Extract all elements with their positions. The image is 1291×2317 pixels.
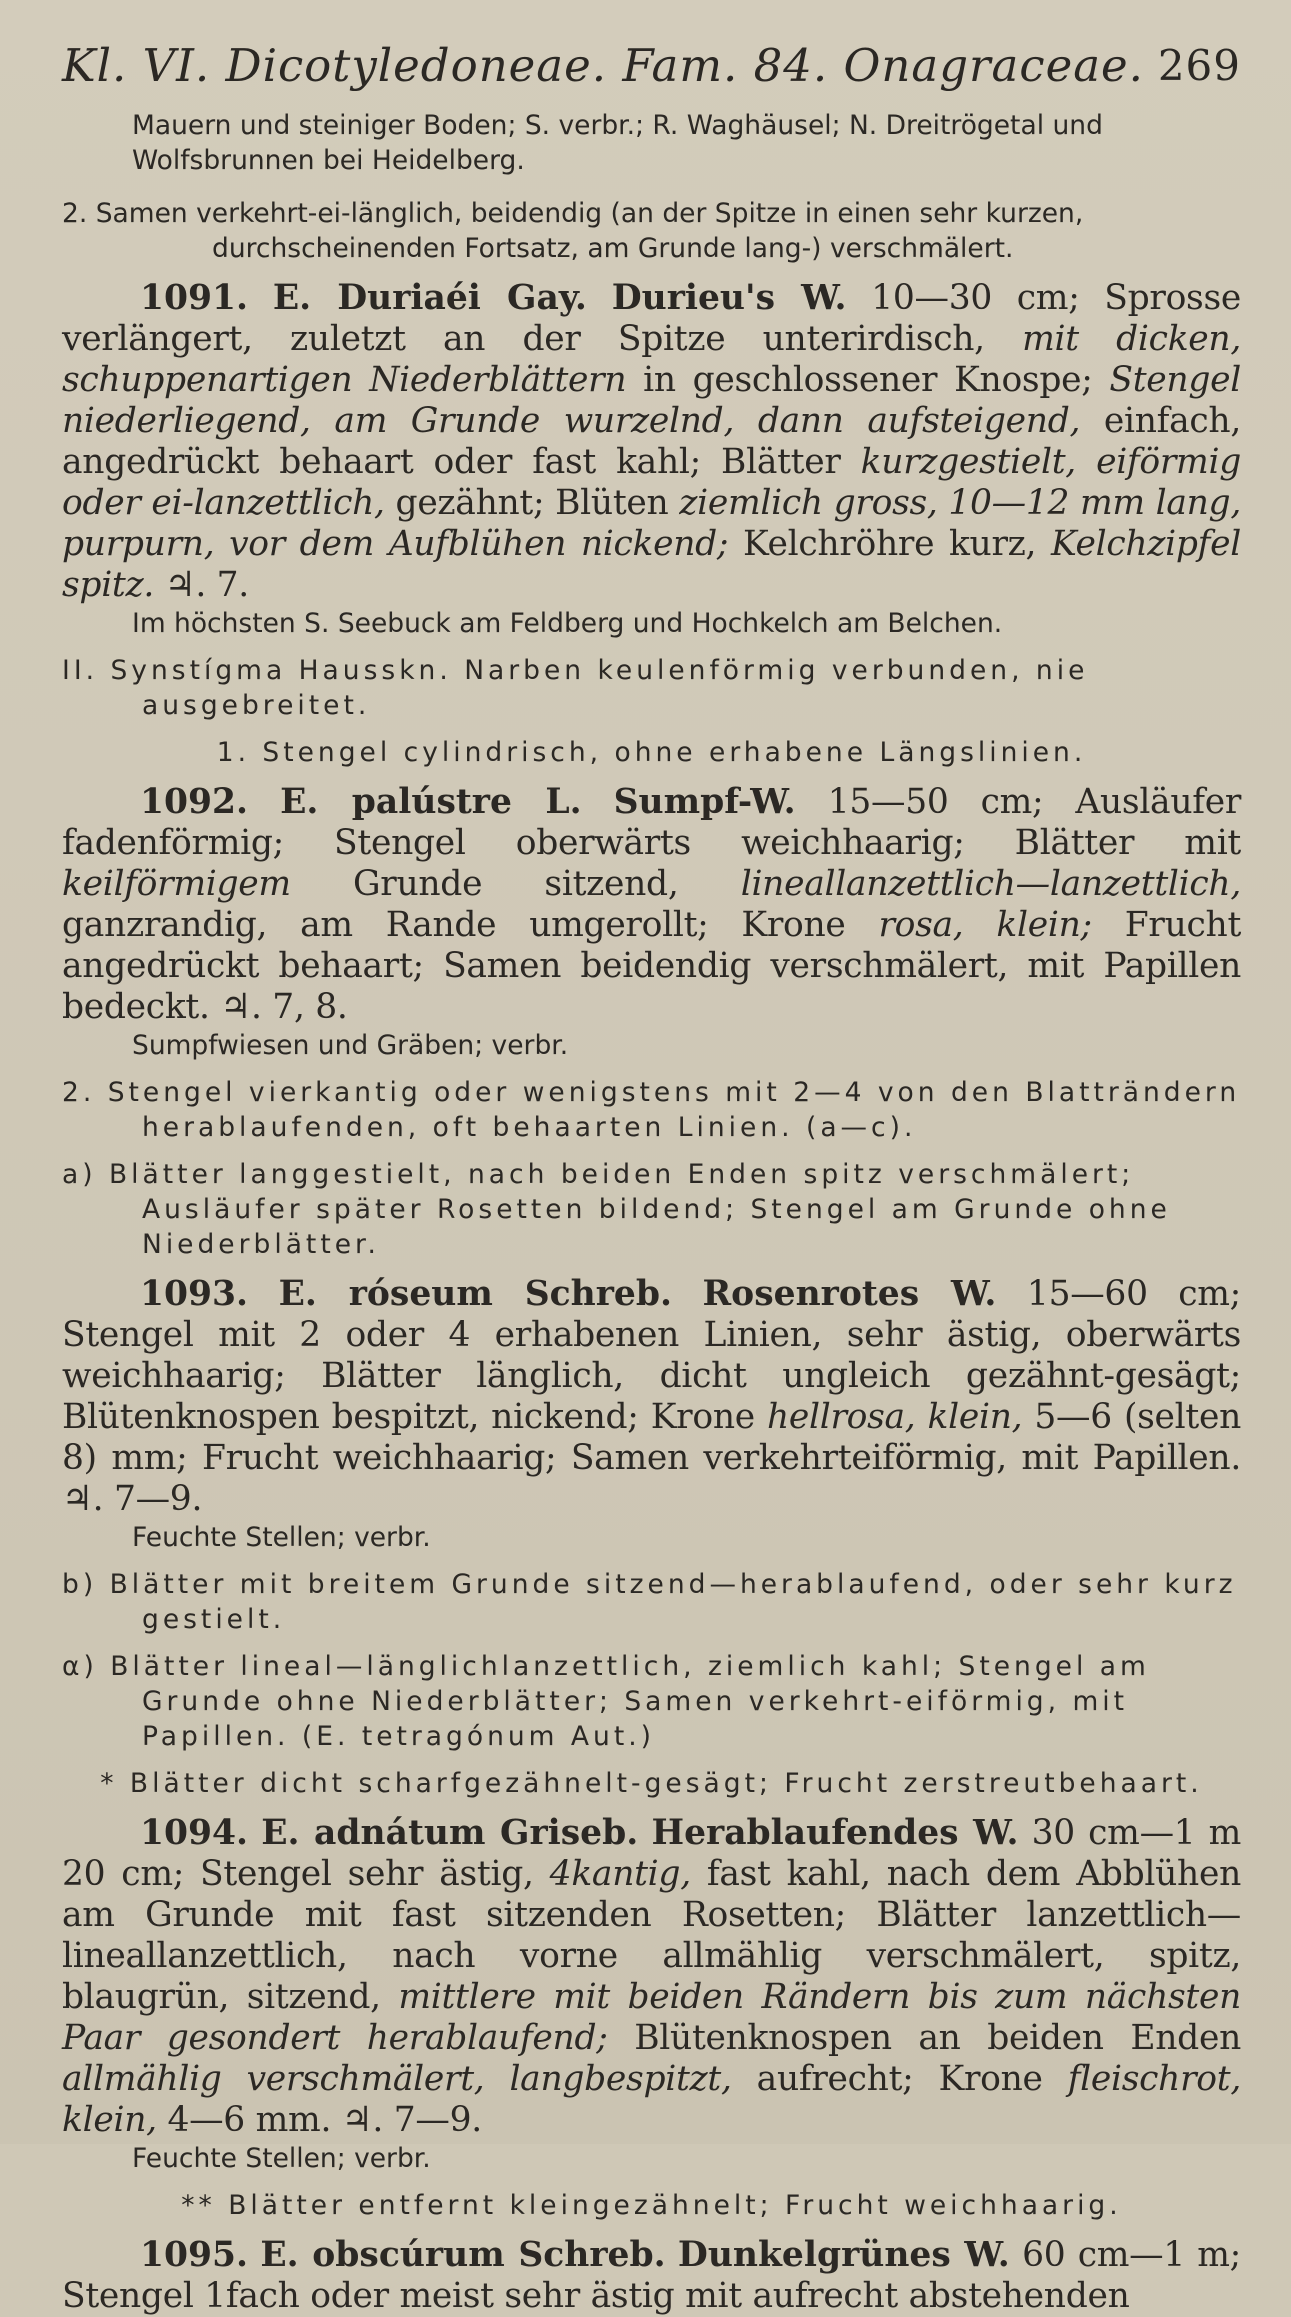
italic-text: fleischrot, klein, xyxy=(62,2059,1241,2140)
description-text: Kelchröhre kurz, xyxy=(728,524,1051,564)
habitat-note xyxy=(62,1028,1241,1063)
species-number: 1093. xyxy=(140,1274,249,1314)
italic-text: kurzgestielt, eiförmig oder ei-lanzettlich, xyxy=(62,442,1241,523)
key-line xyxy=(62,1567,1241,1637)
habitat-note xyxy=(62,606,1241,641)
species-name: E. obscúrum Schreb. xyxy=(260,2235,666,2275)
italic-text: hellrosa, klein, xyxy=(766,1397,1023,1437)
key-line xyxy=(62,653,1241,723)
key-text: 1. Stengel cylindrisch, ohne erhabene Längslinien. xyxy=(216,737,1087,768)
description-text: 15—60 cm; Stengel mit 2 oder 4 erhabenen Linien, sehr ästig, oberwärts weichhaarig; Blätter länglich, dicht ungleich gezähnt-gesägt; Blütenknospen bespitzt, nickend; Krone xyxy=(62,1274,1241,1437)
description-text: 30 cm—1 m 20 cm; Stengel sehr ästig, xyxy=(62,1813,1242,1894)
habitat-text: Sumpfwiesen und Gräben; verbr. xyxy=(132,1030,569,1061)
description-text: 60 cm—1 m; Stengel 1fach oder meist sehr ästig mit aufrecht abstehenden xyxy=(62,2235,1242,2316)
italic-text: rosa, klein; xyxy=(878,905,1092,945)
italic-text: keilförmigem xyxy=(62,864,291,904)
page-body xyxy=(62,108,1241,2317)
species-name: E. Duriaéi Gay. xyxy=(272,278,587,318)
species-entry xyxy=(62,1274,1241,1520)
key-line-centered xyxy=(62,2188,1241,2223)
species-common-name: Sumpf-W. xyxy=(613,782,796,822)
key-text: ** Blätter entfernt kleingezähnelt; Frucht weichhaarig. xyxy=(181,2190,1122,2221)
key-line xyxy=(62,1075,1241,1145)
description-text: 5—6 (selten 8) mm; Frucht weichhaarig; Samen verkehrteiförmig, mit Papillen. ♃. 7—9. xyxy=(62,1397,1242,1519)
key-text: α) Blätter lineal—länglichlanzettlich, ziemlich kahl; Stengel am Grunde ohne Niederblätter; Samen verkehrt-eiförmig, mit Papillen. (E. tetragónum Aut.) xyxy=(62,1651,1150,1752)
description-text: 4—6 mm. ♃. 7—9. xyxy=(156,2100,482,2140)
habitat-note xyxy=(62,108,1241,178)
species-entry xyxy=(62,2235,1241,2317)
key-text: II. Synstígma Hausskn. Narben keulenförmig verbunden, nie ausgebreitet. xyxy=(62,655,1089,721)
key-line xyxy=(62,1157,1241,1262)
species-name: E. palústre L. xyxy=(280,782,582,822)
habitat-text: Feuchte Stellen; verbr. xyxy=(132,2143,431,2174)
description-text: 10—30 cm; Sprosse verlängert, zuletzt an der Spitze unterirdisch, xyxy=(62,278,1241,359)
italic-text: Stengel niederliegend, am Grunde wurzelnd, dann aufsteigend, xyxy=(62,360,1241,441)
key-text: a) Blätter langgestielt, nach beiden Enden spitz verschmälert; Ausläufer später Rosetten bildend; Stengel am Grunde ohne Niederblätter. xyxy=(62,1159,1171,1260)
italic-text: mit dicken, schuppenartigen Niederblättern xyxy=(62,319,1241,400)
species-common-name: Dunkelgrünes W. xyxy=(677,2235,1010,2275)
description-text: fast kahl, nach dem Abblühen am Grunde mit fast sitzenden Rosetten; Blätter lanzettlich—lineallanzettlich, nach vorne allmählig verschmälert, spitz, blaugrün, sitzend, xyxy=(62,1854,1241,2017)
habitat-text: Im höchsten S. Seebuck am Feldberg und Hochkelch am Belchen. xyxy=(132,608,1003,639)
running-header xyxy=(62,38,1241,94)
species-entry xyxy=(62,278,1241,606)
description-text: ganzrandig, am Rande umgerollt; Krone xyxy=(62,905,879,945)
key-text: * Blätter dicht scharfgezähnelt-gesägt; Frucht zerstreutbehaart. xyxy=(100,1768,1203,1799)
description-text: 15—50 cm; Ausläufer fadenförmig; Stengel oberwärts weichhaarig; Blätter mit xyxy=(62,782,1242,863)
habitat-text: Feuchte Stellen; verbr. xyxy=(132,1522,431,1553)
italic-text: mittlere mit beiden Rändern bis zum nächsten Paar gesondert herablaufend; xyxy=(62,1977,1241,2058)
species-number: 1092. xyxy=(140,782,249,822)
header-title: Kl. VI. Dicotyledoneae. Fam. 84. Onagraceae. xyxy=(62,39,1144,92)
description-text: Grunde sitzend, xyxy=(290,864,741,904)
key-line-centered xyxy=(62,735,1241,770)
species-number: 1091. xyxy=(140,278,249,318)
habitat-note xyxy=(62,1520,1241,1555)
species-entry xyxy=(62,1813,1241,2141)
species-entry xyxy=(62,782,1241,1028)
species-common-name: Rosenrotes W. xyxy=(702,1274,997,1314)
description-text: gezähnt; Blüten xyxy=(384,483,680,523)
key-text: 2. Samen verkehrt-ei-länglich, beidendig (an der Spitze in einen sehr kurzen, durchscheinenden Fortsatz, am Grunde lang-) verschmälert. xyxy=(62,198,1084,264)
italic-text: ziemlich gross, 10—12 mm lang, purpurn, vor dem Aufblühen nickend; xyxy=(62,483,1241,564)
italic-text: 4kantig, xyxy=(549,1854,691,1894)
habitat-note xyxy=(62,2141,1241,2176)
key-line-centered xyxy=(62,1766,1241,1801)
key-text: 2. Stengel vierkantig oder wenigstens mit 2—4 von den Blatträndern herablaufenden, oft behaarten Linien. (a—c). xyxy=(62,1077,1241,1143)
italic-text: allmählig verschmälert, langbespitzt, xyxy=(62,2059,732,2099)
key-text: b) Blätter mit breitem Grunde sitzend—herablaufend, oder sehr kurz gestielt. xyxy=(62,1569,1237,1635)
description-text: einfach, angedrückt behaart oder fast kahl; Blätter xyxy=(62,401,1241,482)
species-number: 1094. xyxy=(140,1813,249,1853)
species-name: E. róseum Schreb. xyxy=(278,1274,672,1314)
species-common-name: Durieu's W. xyxy=(611,278,847,318)
italic-text: lineallanzettlich—lanzettlich, xyxy=(740,864,1241,904)
description-text: Blütenknospen an beiden Enden xyxy=(607,2018,1241,2058)
key-line xyxy=(62,196,1241,266)
description-text: aufrecht; Krone xyxy=(731,2059,1068,2099)
description-text: Frucht angedrückt behaart; Samen beidendig verschmälert, mit Papillen bedeckt. ♃. 7, 8. xyxy=(62,905,1242,1027)
key-line xyxy=(62,1649,1241,1754)
habitat-text: Mauern und steiniger Boden; S. verbr.; R. Waghäusel; N. Dreitrögetal und Wolfsbrunnen bei Heidelberg. xyxy=(132,110,1103,176)
page-number: 269 xyxy=(1157,41,1241,90)
species-number: 1095. xyxy=(140,2235,249,2275)
species-common-name: Herablaufendes W. xyxy=(651,1813,1019,1853)
italic-text: Kelchzipfel spitz. xyxy=(62,524,1241,605)
description-text: ♃. 7. xyxy=(154,565,249,605)
description-text: in geschlossener Knospe; xyxy=(626,360,1110,400)
species-name: E. adnátum Griseb. xyxy=(261,1813,639,1853)
